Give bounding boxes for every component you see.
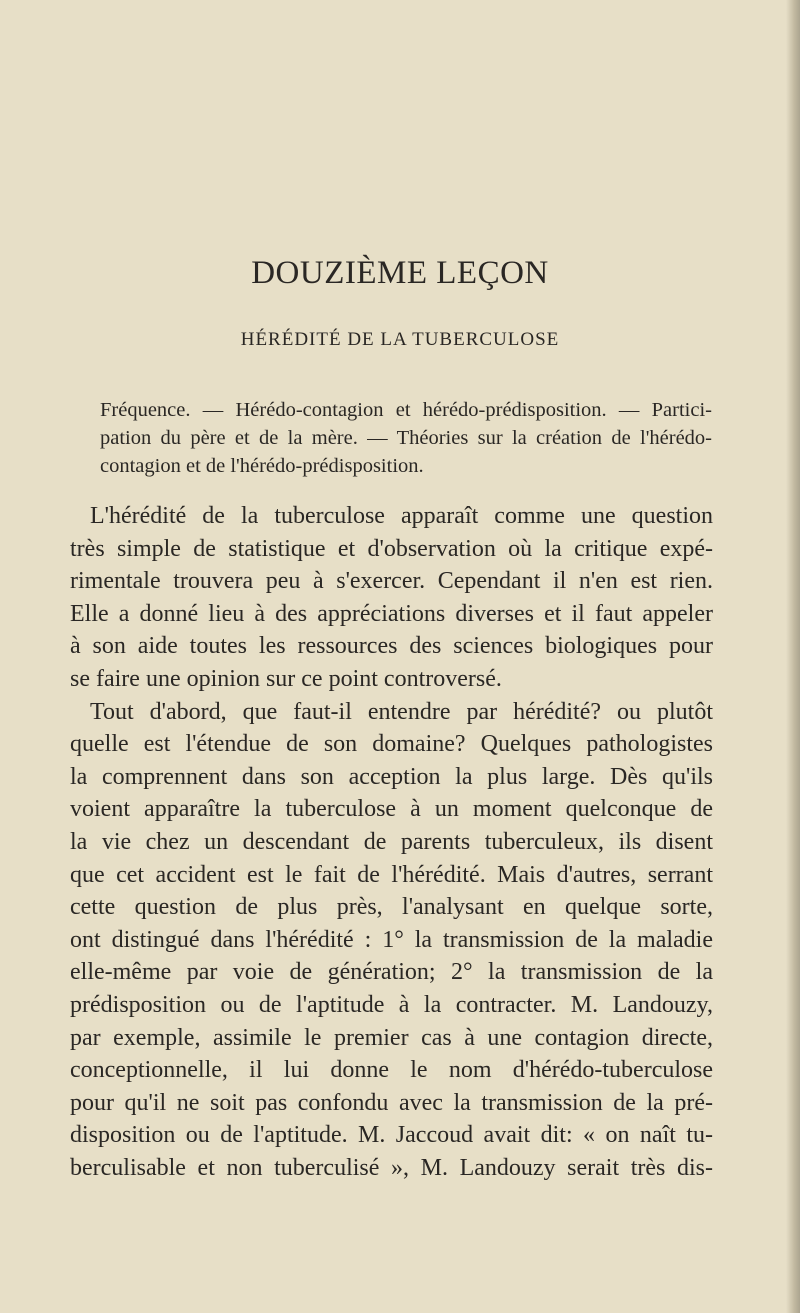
body-line: conceptionnelle, il lui donne le nom d'hérédo-tuberculose [70,1057,713,1084]
body-line: pour qu'il ne soit pas confondu avec la transmission de la pré- [70,1089,713,1116]
body-line: ont distingué dans l'hérédité : 1° la transmission de la maladie [70,926,713,953]
body-line: rimentale trouvera peu à s'exercer. Cependant il n'en est rien. [70,568,713,595]
body-line: cette question de plus près, l'analysant en quelque sorte, [70,894,713,921]
body-line: très simple de statistique et d'observation où la critique expé- [70,535,713,562]
page-edge-shadow [786,0,800,1313]
summary-line: pation du père et de la mère. — Théories sur la création de l'hérédo- [100,427,712,449]
body-line: la comprennent dans son acception la plus large. Dès qu'ils [70,763,713,790]
body-text [70,500,713,1184]
body-line: disposition ou de l'aptitude. M. Jaccoud avait dit: « on naît tu- [70,1122,713,1149]
body-line: Tout d'abord, que faut-il entendre par hérédité? ou plutôt [90,698,713,725]
body-line: à son aide toutes les ressources des sciences biologiques pour [70,633,713,660]
body-line: que cet accident est le fait de l'hérédité. Mais d'autres, serrant [70,861,713,888]
chapter-title: DOUZIÈME LEÇON [251,255,549,291]
body-line: par exemple, assimile le premier cas à une contagion directe, [70,1024,713,1051]
body-line: prédisposition ou de l'aptitude à la contracter. M. Landouzy, [70,991,713,1018]
body-line: la vie chez un descendant de parents tuberculeux, ils disent [70,828,713,855]
summary-line: contagion et de l'hérédo-prédisposition. [100,455,424,477]
chapter-summary [100,396,712,480]
body-line: quelle est l'étendue de son domaine? Quelques pathologistes [70,731,713,758]
body-line: Elle a donné lieu à des appréciations diverses et il faut appeler [70,600,713,627]
body-line: voient apparaître la tuberculose à un moment quelconque de [70,796,713,823]
body-line: elle-même par voie de génération; 2° la transmission de la [70,959,713,986]
summary-line: Fréquence. — Hérédo-contagion et hérédo-prédisposition. — Partici- [100,399,712,421]
section-title: HÉRÉDITÉ DE LA TUBERCULOSE [240,329,560,350]
body-line: berculisable et non tuberculisé », M. Landouzy serait très dis- [70,1154,713,1181]
body-line: se faire une opinion sur ce point controversé. [70,665,502,692]
body-line: L'hérédité de la tuberculose apparaît comme une question [90,503,713,529]
